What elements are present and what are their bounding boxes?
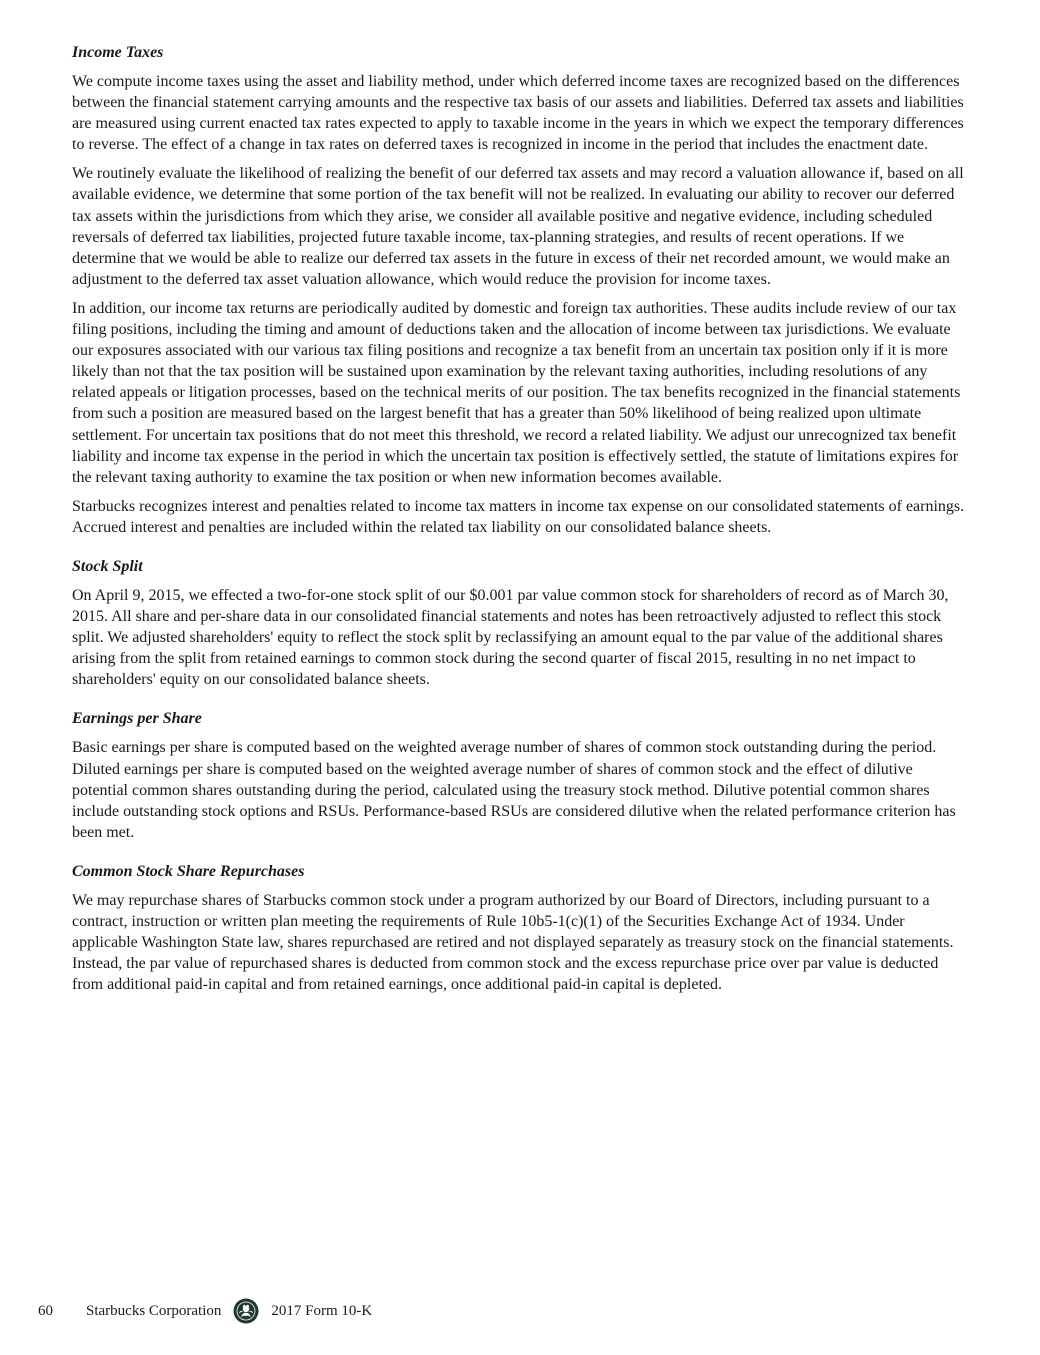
- page-footer: [38, 1296, 372, 1326]
- paragraph: Starbucks recognizes interest and penalties related to income tax matters in income tax expense on our consolidated statements of earnings. Accrued interest and penalties are included within the related tax liability on our consolidated balance sheets.: [72, 497, 965, 536]
- paragraph: We routinely evaluate the likelihood of realizing the benefit of our deferred tax assets and may record a valuation allowance if, based on all available evidence, we determine that some portion of the tax benefit will not be realized. In evaluating our ability to recover our deferred tax assets within the jurisdictions from which they arise, we consider all available positive and negative evidence, including scheduled reversals of deferred tax liabilities, projected future taxable income, tax-planning strategies, and results of recent operations. If we determine that we would be able to realize our deferred tax assets in the future in excess of their net recorded amount, we would make an adjustment to the deferred tax asset valuation allowance, which would reduce the provision for income taxes.: [72, 165, 964, 288]
- company-name: Starbucks Corporation: [86, 1302, 222, 1319]
- document-body: [72, 42, 970, 1003]
- paragraph: On April 9, 2015, we effected a two-for-one stock split of our $0.001 par value common stock for shareholders of record as of March 30, 2015. All share and per-share data in our consolidated financial statements and notes has been retroactively adjusted to reflect this stock split. We adjusted shareholders' equity to reflect the stock split by reclassifying an amount equal to the par value of the additional shares arising from the split from retained earnings to common stock during the second quarter of fiscal 2015, resulting in no net impact to shareholders' equity on our consolidated balance sheets.: [72, 586, 949, 689]
- section-earnings-per-share: [72, 708, 970, 842]
- section-heading: Stock Split: [72, 557, 143, 575]
- page-number: 60: [38, 1302, 53, 1319]
- paragraph: Basic earnings per share is computed based on the weighted average number of shares of common stock outstanding during the period. Diluted earnings per share is computed based on the weighted average number of shares of common stock and the effect of dilutive potential common shares outstanding during the period, calculated using the treasury stock method. Dilutive potential common shares include outstanding stock options and RSUs. Performance-based RSUs are considered dilutive when the related performance criterion has been met.: [72, 739, 956, 841]
- section-heading: Earnings per Share: [72, 710, 202, 728]
- section-heading: Common Stock Share Repurchases: [72, 862, 305, 880]
- starbucks-siren-logo-icon: [233, 1298, 259, 1324]
- paragraph: We may repurchase shares of Starbucks common stock under a program authorized by our Board of Directors, including pursuant to a contract, instruction or written plan meeting the requirements of Rule 10b5-1(c)(1) of the Securities Exchange Act of 1934. Under applicable Washington State law, shares repurchased are retired and not displayed separately as treasury stock on the financial statements. Instead, the par value of repurchased shares is deducted from common stock and the excess repurchase price over par value is deducted from additional paid-in capital and from retained earnings, once additional paid-in capital is depleted.: [72, 891, 954, 994]
- section-stock-split: [72, 556, 970, 690]
- document-title: 2017 Form 10-K: [271, 1302, 373, 1319]
- paragraph: In addition, our income tax returns are periodically audited by domestic and foreign tax authorities. These audits include review of our tax filing positions, including the timing and amount of deductions taken and the allocation of income between tax jurisdictions. We evaluate our exposures associated with our various tax filing positions and recognize a tax benefit from an uncertain tax position only if it is more likely than not that the tax position will be sustained upon examination by the relevant taxing authorities, including resolutions of any related appeals or litigation processes, based on the technical merits of our position. The tax benefits recognized in the financial statements from such a position are measured based on the largest benefit that has a greater than 50% likelihood of being realized upon ultimate settlement. For uncertain tax positions that do not meet this threshold, we record a related liability. We adjust our unrecognized tax benefit liability and income tax expense in the period in which the uncertain tax position is effectively settled, the statute of limitations expires for the relevant taxing authority to examine the tax position or when new information becomes available.: [72, 299, 961, 486]
- section-heading: Income Taxes: [72, 44, 164, 61]
- paragraph: We compute income taxes using the asset and liability method, under which deferred income taxes are recognized based on the differences between the financial statement carrying amounts and the respective tax basis of our assets and liabilities. Deferred tax assets and liabilities are measured using current enacted tax rates expected to apply to taxable income in the years in which we expect the temporary differences to reverse. The effect of a change in tax rates on deferred taxes is recognized in income in the period that includes the enactment date.: [72, 73, 964, 154]
- section-income-taxes: [72, 42, 970, 538]
- section-share-repurchases: [72, 861, 970, 995]
